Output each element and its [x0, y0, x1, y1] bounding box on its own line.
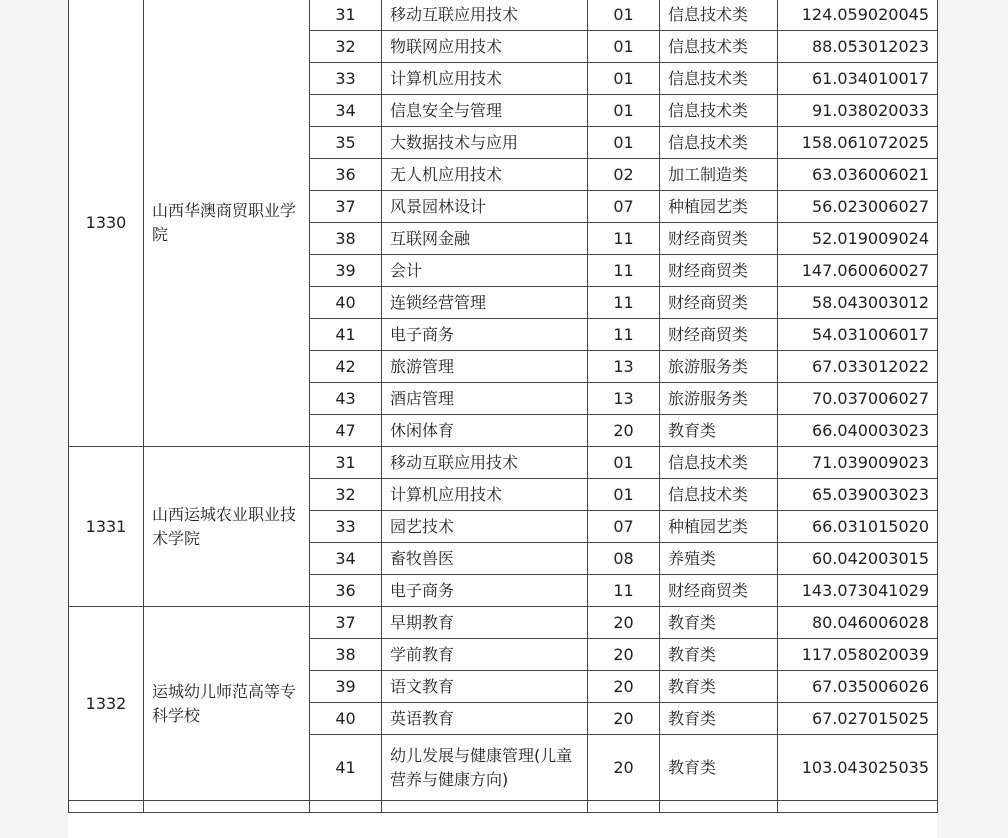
major-name: 英语教育: [382, 703, 588, 735]
score-value: 66.040003023: [778, 415, 938, 447]
category-code: 11: [588, 319, 660, 351]
category-name: 种植园艺类: [660, 511, 778, 543]
category-code: 01: [588, 127, 660, 159]
major-code: 40: [310, 703, 382, 735]
school-name: 山西运城农业职业技术学院: [144, 447, 310, 607]
score-value: 91.038020033: [778, 95, 938, 127]
category-name: 信息技术类: [660, 63, 778, 95]
score-value: 67.027015025: [778, 703, 938, 735]
category-name: 教育类: [660, 415, 778, 447]
category-name: 教育类: [660, 703, 778, 735]
major-code: 37: [310, 607, 382, 639]
score-value: 58.043003012: [778, 287, 938, 319]
category-name: 财经商贸类: [660, 287, 778, 319]
major-code: 36: [310, 159, 382, 191]
score-value: 143.073041029: [778, 575, 938, 607]
major-code: 43: [310, 383, 382, 415]
score-value: 63.036006021: [778, 159, 938, 191]
category-name: 财经商贸类: [660, 319, 778, 351]
score-value: 52.019009024: [778, 223, 938, 255]
major-name: 畜牧兽医: [382, 543, 588, 575]
empty-cell: [69, 801, 144, 813]
category-code: 11: [588, 255, 660, 287]
major-code: 34: [310, 95, 382, 127]
major-code: 39: [310, 255, 382, 287]
category-name: 教育类: [660, 639, 778, 671]
score-value: 61.034010017: [778, 63, 938, 95]
admission-score-table: [68, 0, 938, 813]
major-name: 风景园林设计: [382, 191, 588, 223]
category-code: 20: [588, 735, 660, 801]
category-name: 信息技术类: [660, 31, 778, 63]
category-name: 信息技术类: [660, 447, 778, 479]
score-value: 56.023006027: [778, 191, 938, 223]
score-value: 67.033012022: [778, 351, 938, 383]
major-name: 园艺技术: [382, 511, 588, 543]
major-name: 学前教育: [382, 639, 588, 671]
major-code: 32: [310, 31, 382, 63]
category-name: 教育类: [660, 607, 778, 639]
score-value: 103.043025035: [778, 735, 938, 801]
major-name: 语文教育: [382, 671, 588, 703]
major-name: 幼儿发展与健康管理(儿童营养与健康方向): [382, 735, 588, 801]
major-name: 连锁经营管理: [382, 287, 588, 319]
category-code: 20: [588, 671, 660, 703]
score-value: 80.046006028: [778, 607, 938, 639]
major-code: 42: [310, 351, 382, 383]
category-code: 01: [588, 479, 660, 511]
category-code: 01: [588, 0, 660, 31]
school-name: 山西华澳商贸职业学院: [144, 0, 310, 447]
category-code: 01: [588, 447, 660, 479]
score-value: 88.053012023: [778, 31, 938, 63]
school-code: 1330: [69, 0, 144, 447]
score-value: 70.037006027: [778, 383, 938, 415]
major-name: 旅游管理: [382, 351, 588, 383]
category-code: 20: [588, 639, 660, 671]
major-code: 34: [310, 543, 382, 575]
table-row: [69, 607, 938, 639]
category-name: 养殖类: [660, 543, 778, 575]
table-row: [69, 447, 938, 479]
empty-cell: [660, 801, 778, 813]
major-name: 移动互联应用技术: [382, 447, 588, 479]
category-code: 11: [588, 575, 660, 607]
major-name: 物联网应用技术: [382, 31, 588, 63]
major-name: 早期教育: [382, 607, 588, 639]
category-name: 财经商贸类: [660, 223, 778, 255]
category-code: 20: [588, 607, 660, 639]
category-code: 20: [588, 703, 660, 735]
category-name: 信息技术类: [660, 0, 778, 31]
major-code: 41: [310, 735, 382, 801]
empty-cell: [144, 801, 310, 813]
empty-cell: [588, 801, 660, 813]
category-code: 13: [588, 351, 660, 383]
major-code: 37: [310, 191, 382, 223]
category-name: 财经商贸类: [660, 575, 778, 607]
category-code: 02: [588, 159, 660, 191]
category-name: 加工制造类: [660, 159, 778, 191]
category-code: 07: [588, 511, 660, 543]
major-code: 39: [310, 671, 382, 703]
table-row: [69, 0, 938, 31]
score-value: 117.058020039: [778, 639, 938, 671]
category-name: 教育类: [660, 735, 778, 801]
major-code: 38: [310, 223, 382, 255]
category-code: 13: [588, 383, 660, 415]
empty-cell: [382, 801, 588, 813]
category-code: 01: [588, 95, 660, 127]
major-name: 电子商务: [382, 319, 588, 351]
school-code: 1331: [69, 447, 144, 607]
category-name: 种植园艺类: [660, 191, 778, 223]
major-code: 41: [310, 319, 382, 351]
category-code: 01: [588, 31, 660, 63]
category-name: 财经商贸类: [660, 255, 778, 287]
score-value: 124.059020045: [778, 0, 938, 31]
category-name: 信息技术类: [660, 127, 778, 159]
major-name: 计算机应用技术: [382, 479, 588, 511]
category-code: 08: [588, 543, 660, 575]
major-code: 31: [310, 0, 382, 31]
category-name: 信息技术类: [660, 479, 778, 511]
major-code: 33: [310, 511, 382, 543]
major-code: 35: [310, 127, 382, 159]
score-value: 147.060060027: [778, 255, 938, 287]
major-name: 休闲体育: [382, 415, 588, 447]
category-code: 20: [588, 415, 660, 447]
category-code: 11: [588, 223, 660, 255]
major-name: 电子商务: [382, 575, 588, 607]
major-code: 40: [310, 287, 382, 319]
major-name: 互联网金融: [382, 223, 588, 255]
score-value: 71.039009023: [778, 447, 938, 479]
category-name: 教育类: [660, 671, 778, 703]
score-value: 54.031006017: [778, 319, 938, 351]
major-name: 信息安全与管理: [382, 95, 588, 127]
score-value: 158.061072025: [778, 127, 938, 159]
score-value: 60.042003015: [778, 543, 938, 575]
school-name: 运城幼儿师范高等专科学校: [144, 607, 310, 801]
table-row-partial: [69, 801, 938, 813]
major-name: 计算机应用技术: [382, 63, 588, 95]
category-name: 旅游服务类: [660, 351, 778, 383]
major-code: 47: [310, 415, 382, 447]
school-code: 1332: [69, 607, 144, 801]
major-name: 会计: [382, 255, 588, 287]
major-name: 移动互联应用技术: [382, 0, 588, 31]
empty-cell: [778, 801, 938, 813]
score-value: 65.039003023: [778, 479, 938, 511]
major-code: 31: [310, 447, 382, 479]
category-name: 信息技术类: [660, 95, 778, 127]
major-code: 36: [310, 575, 382, 607]
major-code: 33: [310, 63, 382, 95]
table-body: [69, 0, 938, 813]
category-name: 旅游服务类: [660, 383, 778, 415]
category-code: 11: [588, 287, 660, 319]
empty-cell: [310, 801, 382, 813]
category-code: 01: [588, 63, 660, 95]
score-value: 67.035006026: [778, 671, 938, 703]
major-code: 32: [310, 479, 382, 511]
major-code: 38: [310, 639, 382, 671]
major-name: 酒店管理: [382, 383, 588, 415]
category-code: 07: [588, 191, 660, 223]
major-name: 大数据技术与应用: [382, 127, 588, 159]
major-name: 无人机应用技术: [382, 159, 588, 191]
score-value: 66.031015020: [778, 511, 938, 543]
